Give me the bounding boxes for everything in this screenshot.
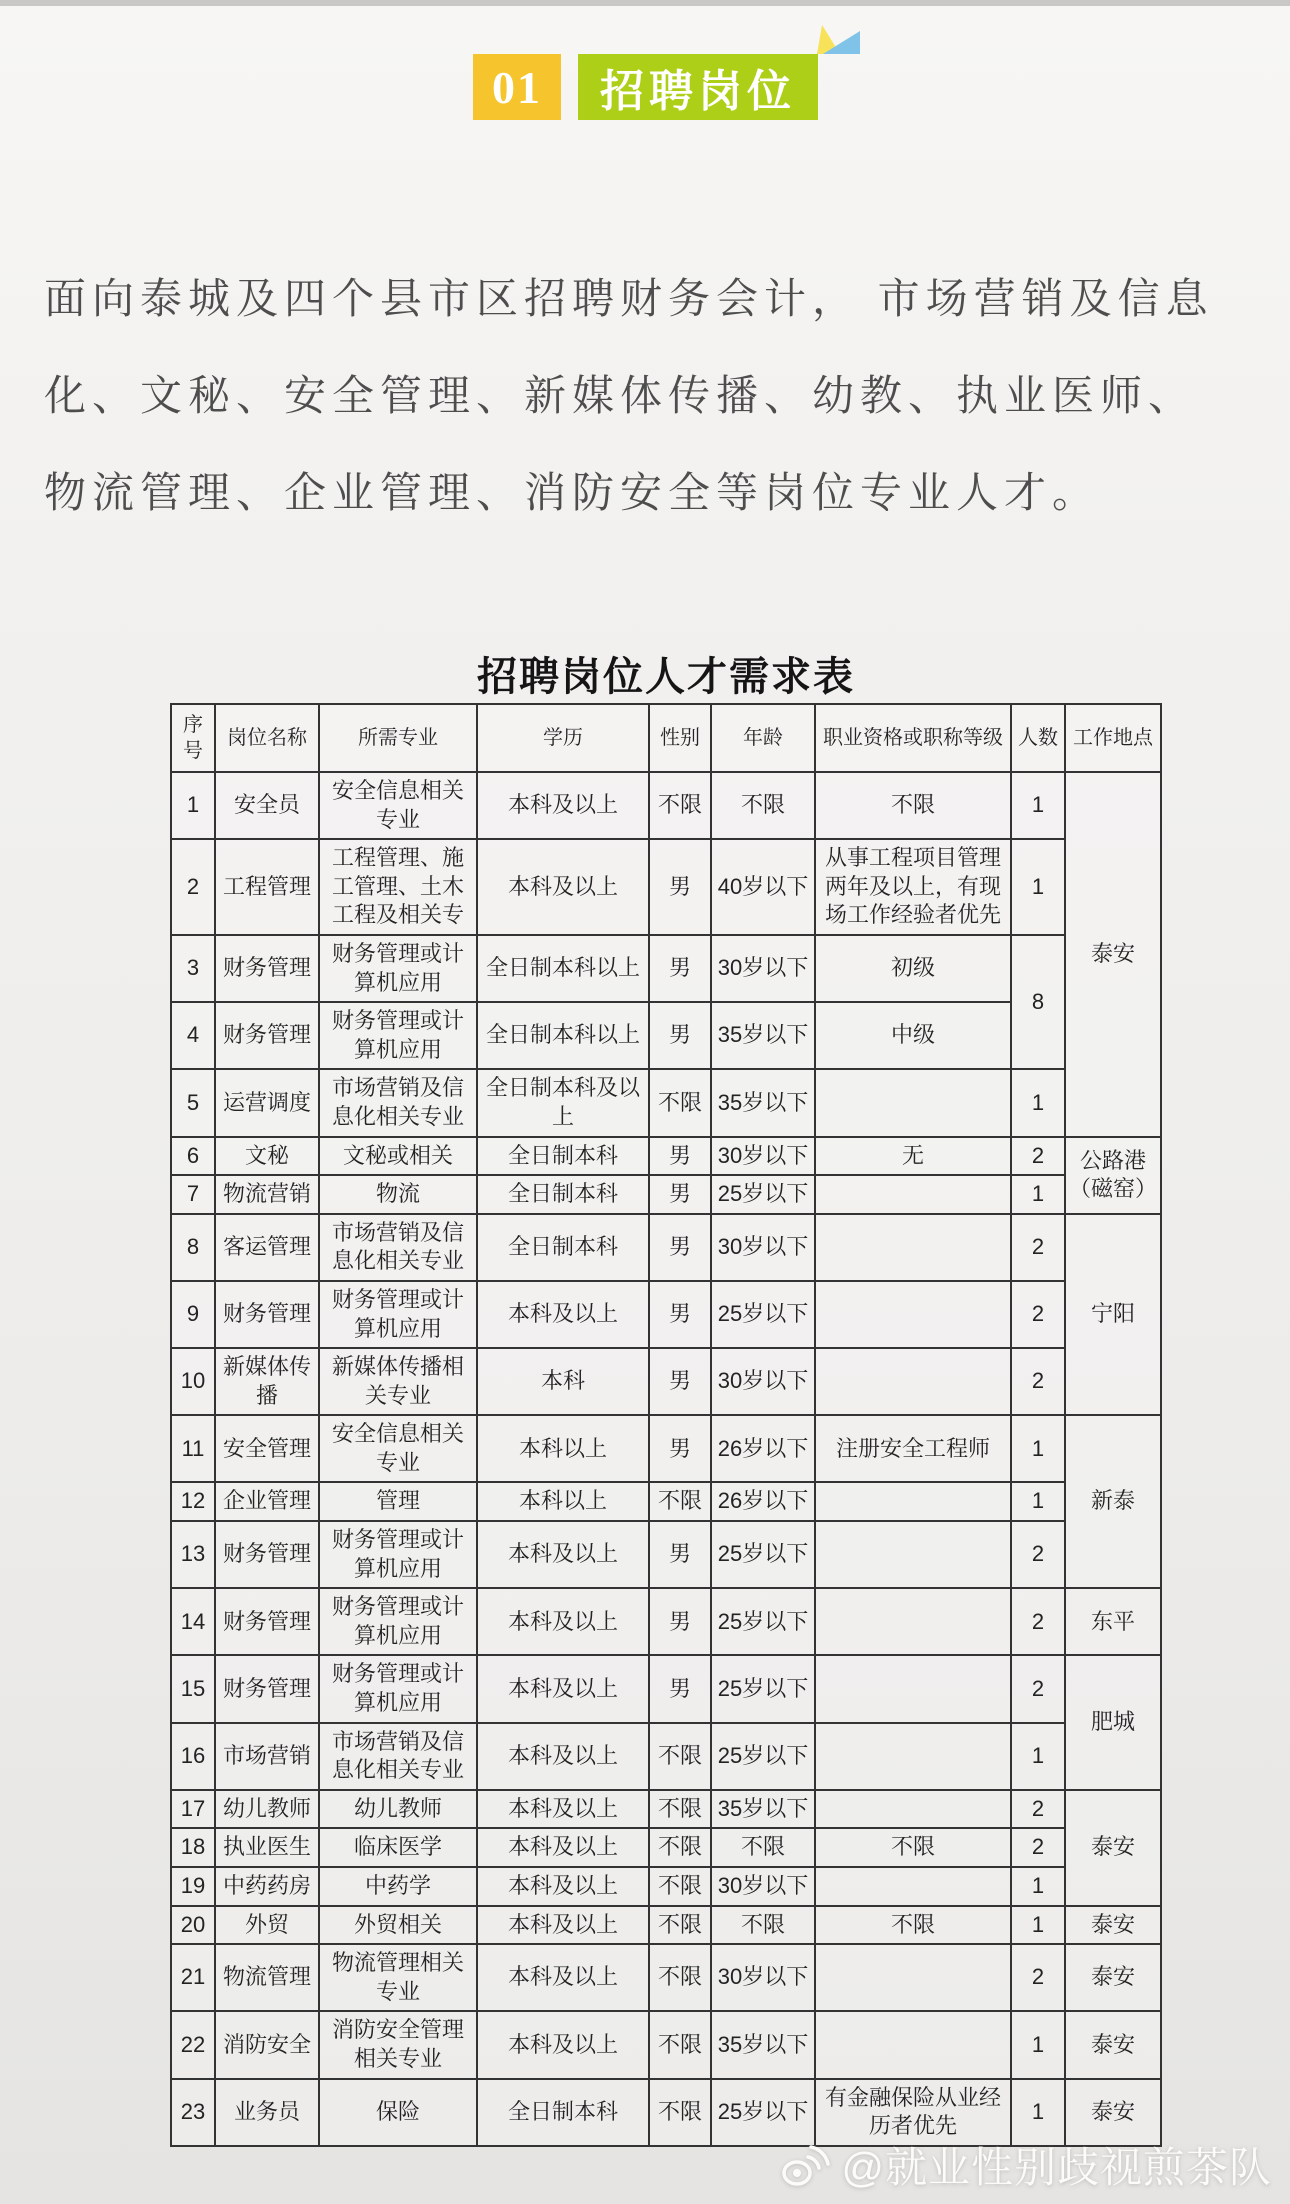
table-cell: 30岁以下 [711,1348,815,1415]
table-cell: 不限 [649,1482,711,1521]
table-cell: 20 [171,1906,215,1945]
intro-line-1: 面向泰城及四个县市区招聘财务会计， 市场营销及信息 [44,275,1214,322]
table-cell: 全日制本科 [477,1175,649,1214]
table-cell: 35岁以下 [711,1002,815,1069]
table-cell: 不限 [649,2011,711,2078]
table-cell: 男 [649,1415,711,1482]
table-cell: 不限 [649,1069,711,1136]
table-cell: 本科及以上 [477,1828,649,1867]
table-cell: 财务管理 [215,1655,319,1722]
table-cell: 30岁以下 [711,1214,815,1281]
table-cell: 男 [649,839,711,935]
table-cell: 3 [171,935,215,1002]
table-cell: 8 [171,1214,215,1281]
table-cell: 2 [1011,1588,1065,1655]
table-row [171,1482,1161,1521]
table-cell: 8 [1011,935,1065,1069]
intro-line-3: 物流管理、企业管理、消防安全等岗位专业人才。 [44,469,1101,516]
table-cell: 男 [649,1655,711,1722]
table-cell: 业务员 [215,2079,319,2146]
table-cell: 1 [1011,1482,1065,1521]
intro-paragraph [44,250,1254,541]
table-cell: 1 [1011,1867,1065,1906]
weibo-icon [775,2137,831,2193]
table-cell: 25岁以下 [711,1655,815,1722]
table-row [171,1348,1161,1415]
table-cell: 安全信息相关专业 [319,772,477,839]
table-cell: 管理 [319,1482,477,1521]
table-cell: 17 [171,1790,215,1829]
table-cell: 从事工程项目管理两年及以上，有现场工作经验者优先 [815,839,1011,935]
table-cell: 本科 [477,1348,649,1415]
table-cell: 幼儿教师 [215,1790,319,1829]
table-row [171,1790,1161,1829]
table-cell: 全日制本科 [477,1214,649,1281]
table-cell: 泰安 [1065,1906,1161,1945]
table-cell: 25岁以下 [711,1588,815,1655]
table-cell: 4 [171,1002,215,1069]
table-cell: 无 [815,1137,1011,1176]
table-row [171,1588,1161,1655]
table-cell: 35岁以下 [711,2011,815,2078]
table-row [171,1521,1161,1588]
table-cell: 12 [171,1482,215,1521]
table-cell: 1 [1011,1723,1065,1790]
table-cell [815,1944,1011,2011]
table-cell: 财务管理 [215,935,319,1002]
column-header: 岗位名称 [215,704,319,772]
table-cell: 全日制本科及以上 [477,1069,649,1136]
table-cell: 新媒体传播 [215,1348,319,1415]
table-cell: 物流营销 [215,1175,319,1214]
table-cell: 财务管理 [215,1281,319,1348]
table-cell: 不限 [649,1906,711,1945]
table-cell: 全日制本科 [477,2079,649,2146]
table-cell: 文秘 [215,1137,319,1176]
table-cell: 财务管理或计算机应用 [319,1588,477,1655]
table-title: 招聘岗位人才需求表 [477,654,855,699]
table-cell: 1 [1011,1175,1065,1214]
table-cell: 全日制本科以上 [477,1002,649,1069]
table-cell: 男 [649,1348,711,1415]
table-cell: 男 [649,1281,711,1348]
table-cell: 本科及以上 [477,1944,649,2011]
table-cell: 35岁以下 [711,1790,815,1829]
table-cell: 2 [1011,1214,1065,1281]
table-cell: 2 [1011,1521,1065,1588]
table-cell [815,1348,1011,1415]
table-row [171,1214,1161,1281]
table-cell: 不限 [815,772,1011,839]
table-cell: 财务管理或计算机应用 [319,1002,477,1069]
table-cell: 本科及以上 [477,839,649,935]
table-cell: 宁阳 [1065,1214,1161,1416]
table-cell: 市场营销及信息化相关专业 [319,1723,477,1790]
table-cell: 不限 [711,1828,815,1867]
table-cell: 外贸 [215,1906,319,1945]
table-cell: 不限 [649,1828,711,1867]
table-cell: 35岁以下 [711,1069,815,1136]
table-row [171,1281,1161,1348]
table-cell: 男 [649,1175,711,1214]
table-cell [815,1723,1011,1790]
table-cell [815,1588,1011,1655]
table-row [171,935,1161,1002]
table-cell [815,1655,1011,1722]
table-cell: 25岁以下 [711,2079,815,2146]
table-cell [815,1867,1011,1906]
table-cell: 物流管理 [215,1944,319,2011]
table-row [171,1137,1161,1176]
table-cell: 2 [1011,1655,1065,1722]
table-cell: 泰安 [1065,1790,1161,1906]
table-row [171,1655,1161,1722]
table-cell: 全日制本科 [477,1137,649,1176]
table-cell: 不限 [649,1944,711,2011]
table-row [171,1723,1161,1790]
table-cell: 25岁以下 [711,1281,815,1348]
table-cell: 2 [1011,1790,1065,1829]
table-row [171,1175,1161,1214]
column-header: 职业资格或职称等级 [815,704,1011,772]
column-header: 性别 [649,704,711,772]
table-header-row [171,704,1161,772]
table-cell: 本科以上 [477,1415,649,1482]
table-cell: 男 [649,1137,711,1176]
table-cell: 东平 [1065,1588,1161,1655]
table-cell: 1 [1011,2011,1065,2078]
section-title-badge: 招聘岗位 [578,54,818,120]
table-cell: 工程管理、施工管理、土木工程及相关专 [319,839,477,935]
column-header: 所需专业 [319,704,477,772]
table-cell: 2 [1011,1828,1065,1867]
table-cell: 不限 [649,2079,711,2146]
table-cell: 泰安 [1065,2011,1161,2078]
table-cell: 13 [171,1521,215,1588]
table-cell: 14 [171,1588,215,1655]
table-cell: 泰安 [1065,772,1161,1137]
table-row [171,1906,1161,1945]
table-cell: 26岁以下 [711,1482,815,1521]
table-cell: 1 [1011,2079,1065,2146]
table-cell [815,1521,1011,1588]
section-number-badge: 01 [473,54,561,120]
table-cell: 新泰 [1065,1415,1161,1588]
table-row [171,1867,1161,1906]
table-cell: 消防安全管理相关专业 [319,2011,477,2078]
table-cell: 1 [171,772,215,839]
table-cell: 男 [649,1214,711,1281]
table-cell: 30岁以下 [711,1137,815,1176]
top-edge-strip [0,0,1290,6]
table-cell: 10 [171,1348,215,1415]
table-cell: 1 [1011,1906,1065,1945]
table-cell: 新媒体传播相关专业 [319,1348,477,1415]
table-cell: 2 [171,839,215,935]
table-cell [815,1069,1011,1136]
table-cell: 市场营销及信息化相关专业 [319,1214,477,1281]
table-cell: 16 [171,1723,215,1790]
table-cell: 不限 [649,1867,711,1906]
table-cell: 2 [1011,1281,1065,1348]
table-cell: 1 [1011,1069,1065,1136]
table-cell: 财务管理 [215,1588,319,1655]
table-cell: 执业医生 [215,1828,319,1867]
column-header: 年龄 [711,704,815,772]
column-header: 工作地点 [1065,704,1161,772]
table-cell [815,1790,1011,1829]
table-cell: 本科及以上 [477,1906,649,1945]
table-cell: 不限 [815,1906,1011,1945]
table-cell [815,1482,1011,1521]
table-cell: 本科及以上 [477,1790,649,1829]
table-cell: 泰安 [1065,1944,1161,2011]
table-cell: 临床医学 [319,1828,477,1867]
table-cell: 安全信息相关专业 [319,1415,477,1482]
table-cell: 30岁以下 [711,935,815,1002]
table-cell: 财务管理 [215,1521,319,1588]
table-cell: 本科以上 [477,1482,649,1521]
table-cell: 安全员 [215,772,319,839]
table-cell: 运营调度 [215,1069,319,1136]
watermark-text: @就业性别歧视煎茶队 [841,2144,1272,2191]
table-cell: 物流管理相关专业 [319,1944,477,2011]
table-cell: 财务管理或计算机应用 [319,1655,477,1722]
table-cell: 中药药房 [215,1867,319,1906]
table-cell [815,2011,1011,2078]
table-cell: 2 [1011,1944,1065,2011]
table-cell: 5 [171,1069,215,1136]
table-cell: 客运管理 [215,1214,319,1281]
table-cell: 30岁以下 [711,1867,815,1906]
table-cell: 中药学 [319,1867,477,1906]
table-cell: 财务管理或计算机应用 [319,935,477,1002]
table-cell: 本科及以上 [477,772,649,839]
table-cell: 不限 [649,772,711,839]
table-cell: 不限 [815,1828,1011,1867]
table-cell: 1 [1011,772,1065,839]
table-cell: 23 [171,2079,215,2146]
table-cell: 泰安 [1065,2079,1161,2146]
table-cell: 15 [171,1655,215,1722]
table-cell: 30岁以下 [711,1944,815,2011]
table-cell: 2 [1011,1348,1065,1415]
table-row [171,839,1161,935]
table-cell: 全日制本科以上 [477,935,649,1002]
table-cell: 7 [171,1175,215,1214]
table-cell: 26岁以下 [711,1415,815,1482]
table-cell: 6 [171,1137,215,1176]
table-cell: 财务管理或计算机应用 [319,1281,477,1348]
table-cell: 本科及以上 [477,1723,649,1790]
table-cell: 不限 [711,772,815,839]
table-cell [815,1214,1011,1281]
table-row [171,1944,1161,2011]
table-cell: 25岁以下 [711,1723,815,1790]
table-cell: 2 [1011,1137,1065,1176]
table-cell: 19 [171,1867,215,1906]
column-header: 序号 [171,704,215,772]
table-cell: 工程管理 [215,839,319,935]
table-cell: 企业管理 [215,1482,319,1521]
table-cell: 11 [171,1415,215,1482]
table-cell: 中级 [815,1002,1011,1069]
table-cell: 初级 [815,935,1011,1002]
table-cell: 本科及以上 [477,1655,649,1722]
table-cell: 本科及以上 [477,1281,649,1348]
table-cell: 18 [171,1828,215,1867]
table-cell: 文秘或相关 [319,1137,477,1176]
table-row [171,1415,1161,1482]
table-cell: 21 [171,1944,215,2011]
requirements-table [170,703,1162,2147]
table-row [171,2011,1161,2078]
table-cell: 男 [649,935,711,1002]
table-cell: 男 [649,1002,711,1069]
table-cell: 公路港（磁窑） [1065,1137,1161,1214]
intro-line-2: 化、文秘、安全管理、新媒体传播、幼教、执业医师、 [44,372,1197,419]
table-cell: 25岁以下 [711,1521,815,1588]
table-cell: 9 [171,1281,215,1348]
table-head [171,704,1161,772]
watermark [775,2132,1272,2198]
table-cell: 本科及以上 [477,1521,649,1588]
table-cell: 男 [649,1521,711,1588]
column-header: 学历 [477,704,649,772]
table-cell: 男 [649,1588,711,1655]
table-cell: 22 [171,2011,215,2078]
table-cell: 不限 [649,1723,711,1790]
table-cell: 肥城 [1065,1655,1161,1789]
table-cell: 安全管理 [215,1415,319,1482]
table-cell: 市场营销及信息化相关专业 [319,1069,477,1136]
table-row [171,1828,1161,1867]
table-cell: 有金融保险从业经历者优先 [815,2079,1011,2146]
table-cell: 本科及以上 [477,1588,649,1655]
table-row [171,1069,1161,1136]
table-cell: 本科及以上 [477,2011,649,2078]
table-cell: 注册安全工程师 [815,1415,1011,1482]
table-cell [815,1281,1011,1348]
table-cell [815,1175,1011,1214]
table-body [171,772,1161,2146]
table-cell: 外贸相关 [319,1906,477,1945]
table-cell: 财务管理或计算机应用 [319,1521,477,1588]
column-header: 人数 [1011,704,1065,772]
table-cell: 40岁以下 [711,839,815,935]
table-cell: 幼儿教师 [319,1790,477,1829]
table-cell: 本科及以上 [477,1867,649,1906]
table-cell: 不限 [649,1790,711,1829]
table-cell: 市场营销 [215,1723,319,1790]
table-row [171,772,1161,839]
table-cell: 保险 [319,2079,477,2146]
table-cell: 1 [1011,1415,1065,1482]
table-cell: 消防安全 [215,2011,319,2078]
table-cell: 物流 [319,1175,477,1214]
table-cell: 不限 [711,1906,815,1945]
table-cell: 25岁以下 [711,1175,815,1214]
table-cell: 财务管理 [215,1002,319,1069]
table-cell: 1 [1011,839,1065,935]
